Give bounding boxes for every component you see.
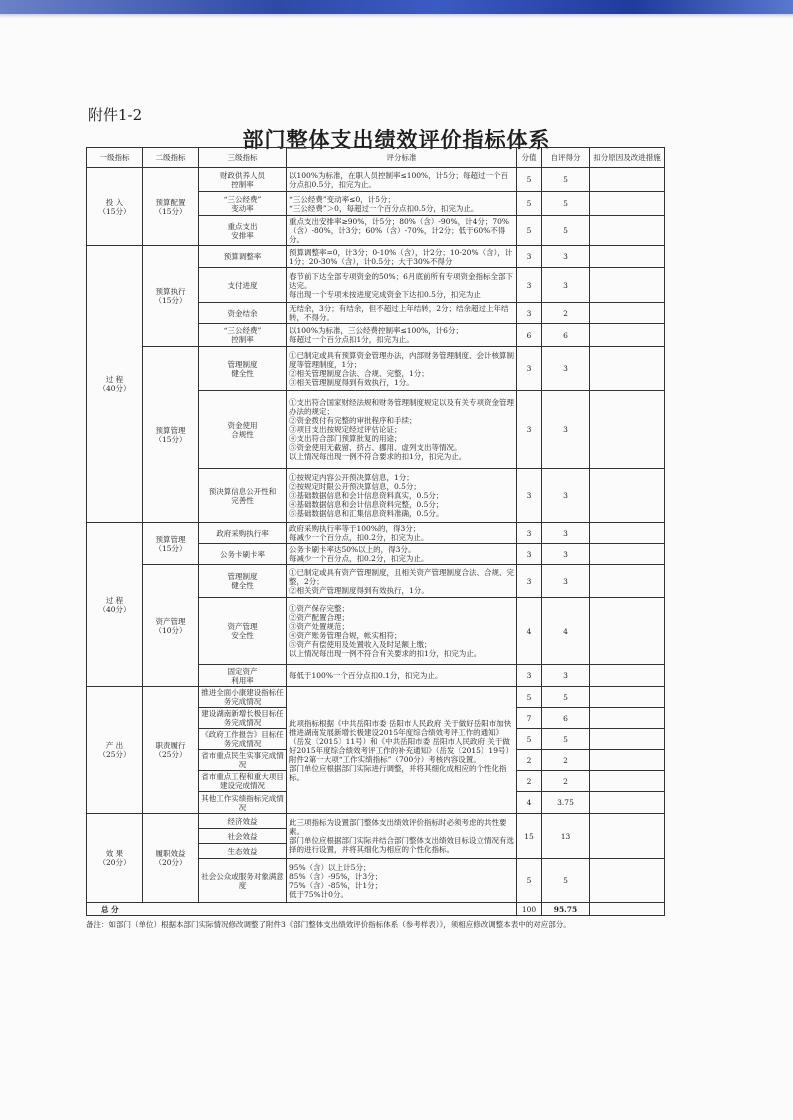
indicator-score: 3 — [517, 268, 542, 303]
subgroup-perf-effect: 履职效益 （20分） — [143, 814, 199, 903]
indicator-reason — [590, 859, 665, 903]
subgroup-budget-config: 预算配置 （15分） — [143, 168, 199, 246]
subgroup-duty: 职责履行 （25分） — [143, 687, 199, 814]
indicator-self-score: 3 — [542, 665, 590, 687]
indicator-self-score: 5 — [542, 859, 590, 903]
indicator-self-score: 4 — [542, 598, 590, 665]
indicator-reason — [590, 391, 665, 469]
indicator-score: 3 — [517, 246, 542, 268]
indicator-reason — [590, 216, 665, 246]
indicator-score: 5 — [517, 687, 542, 708]
header-self-score: 自评得分 — [542, 148, 590, 168]
effect-self-score: 13 — [542, 814, 590, 859]
indicator-reason — [590, 708, 665, 729]
indicator-name: 生态效益 — [199, 844, 287, 859]
indicator-score: 2 — [517, 750, 542, 771]
indicator-reason — [590, 665, 665, 687]
indicator-self-score: 3 — [542, 246, 590, 268]
indicator-reason — [590, 750, 665, 771]
indicator-criteria: ①按规定内容公开预决算信息，1分； ②按规定时限公开预决算信息，0.5分； ③基础数据信息和会计信息资料真实，0.5分； ④基础数据信息和会计信息资料完整，0.5分； ⑤基础数据信息和汇集信息资料准确，0.5分。 — [287, 469, 517, 523]
indicator-self-score: 2 — [542, 750, 590, 771]
indicator-self-score: 2 — [542, 771, 590, 792]
indicator-name: 社会效益 — [199, 829, 287, 844]
indicator-score: 4 — [517, 792, 542, 814]
indicator-reason — [590, 246, 665, 268]
table-row — [87, 523, 665, 544]
total-row — [87, 903, 665, 916]
total-self-score: 95.75 — [542, 903, 590, 916]
indicator-name: 经济效益 — [199, 814, 287, 829]
indicator-name: 推进全面小康建设指标任务完成情况 — [199, 687, 287, 708]
indicator-reason — [590, 792, 665, 814]
subgroup-budget-mgmt: 预算管理 （15分） — [143, 347, 199, 523]
indicator-name: 资产管理 安全性 — [199, 598, 287, 665]
document-title: 部门整体支出绩效评价指标体系 — [242, 127, 551, 152]
indicator-score: 3 — [517, 391, 542, 469]
indicator-name: 社会公众或服务对象满意度 — [199, 859, 287, 903]
header-reason: 扣分原因及改进措施 — [590, 148, 665, 168]
indicator-reason — [590, 544, 665, 565]
effect-criteria: 此三项指标为设置部门整体支出绩效评价指标时必须考虑的共性要素。 部门单位应根据部门实际并结合部门整体支出绩效目标设立情况有选择的进行设置，并将其细化为相应的个性化指标。 — [287, 814, 517, 859]
table-row — [87, 814, 665, 829]
header-level1: 一级指标 — [87, 148, 143, 168]
group-output: 产 出 （25分） — [87, 687, 143, 814]
indicator-self-score: 5 — [542, 168, 590, 192]
indicator-score: 7 — [517, 708, 542, 729]
indicator-criteria: ①已制定或具有资产管理制度，且相关资产管理制度合法、合规、完整，2分； ②相关资产管理制度得到有效执行，1分。 — [287, 565, 517, 598]
indicator-self-score: 3 — [542, 469, 590, 523]
indicator-name: 省市重点民生实事完成情况 — [199, 750, 287, 771]
indicator-reason — [590, 469, 665, 523]
subgroup-asset-mgmt: 资产管理 （10分） — [143, 565, 199, 687]
indicator-criteria: 政府采购执行率等于100%的，得3分； 每减少一个百分点，扣0.2分，扣完为止。 — [287, 523, 517, 544]
indicator-reason — [590, 303, 665, 324]
indicator-name: 《政府工作报告》目标任务完成情况 — [199, 729, 287, 750]
indicator-name: “三公经费” 控制率 — [199, 324, 287, 347]
indicator-score: 5 — [517, 216, 542, 246]
indicator-reason — [590, 523, 665, 544]
table-row — [87, 246, 665, 268]
indicator-name: “三公经费” 变动率 — [199, 192, 287, 216]
indicator-score: 3 — [517, 523, 542, 544]
total-score: 100 — [517, 903, 542, 916]
indicator-score: 3 — [517, 665, 542, 687]
indicator-score: 3 — [517, 469, 542, 523]
indicator-self-score: 3 — [542, 523, 590, 544]
indicator-criteria: “三公经费”变动率≤0，计5分； “三公经费”＞0，每超过一个百分点扣0.5分，扣完为止。 — [287, 192, 517, 216]
indicator-score: 6 — [517, 324, 542, 347]
indicator-self-score: 2 — [542, 303, 590, 324]
attachment-label: 附件1-2 — [88, 106, 143, 124]
indicator-self-score: 3 — [542, 347, 590, 391]
indicator-name: 其他工作实绩指标完成情况 — [199, 792, 287, 814]
indicator-name: 建设湖南新增长极目标任务完成情况 — [199, 708, 287, 729]
indicator-name: 支付进度 — [199, 268, 287, 303]
group-process: 过 程 （40分） — [87, 523, 143, 687]
table-row — [87, 347, 665, 391]
total-label: 总 分 — [87, 903, 517, 916]
indicator-reason — [590, 168, 665, 192]
indicator-criteria: 预算调整率=0，计3分；0-10%（含），计2分；10-20%（含），计1分；20-30%（含），计0.5分；大于30%不得分 — [287, 246, 517, 268]
table-row — [87, 168, 665, 192]
indicator-name: 政府采购执行率 — [199, 523, 287, 544]
table-row — [87, 565, 665, 598]
indicator-self-score: 5 — [542, 216, 590, 246]
indicator-name: 财政供养人员 控制率 — [199, 168, 287, 192]
indicator-reason — [590, 729, 665, 750]
indicator-criteria: 重点支出安排率≥90%，计5分；80%（含）-90%，计4分；70%（含）-80%，计3分；60%（含）-70%，计2分；低于60%不得分。 — [287, 216, 517, 246]
indicator-name: 管理制度 健全性 — [199, 347, 287, 391]
indicator-name: 固定资产 利用率 — [199, 665, 287, 687]
indicator-name: 省市重点工程和重大项目建设完成情况 — [199, 771, 287, 792]
indicator-reason — [590, 192, 665, 216]
indicator-self-score: 5 — [542, 192, 590, 216]
indicator-criteria: ①支出符合国家财经法规和财务管理制度规定以及有关专项资金管理办法的规定； ②资金拨付有完整的审批程序和手续； ③项目支出按规定经过评估论证； ④支出符合部门预算批复的用途； ⑤资金使用无截留、挤占、挪用、虚列支出等情况。 以上情况每出现一例不符合要求的扣1分，扣完为止。 — [287, 391, 517, 469]
indicator-name: 资金结余 — [199, 303, 287, 324]
footnote: 备注：如部门（单位）根据本部门实际情况修改调整了附件3《部门整体支出绩效评价指标体系（参考样表）》，须相应修改调整本表中的对应部分。 — [86, 920, 571, 929]
indicator-reason — [590, 347, 665, 391]
indicator-score: 5 — [517, 859, 542, 903]
header-level2: 二级指标 — [143, 148, 199, 168]
indicator-name: 资金使用 合规性 — [199, 391, 287, 469]
indicator-score: 3 — [517, 544, 542, 565]
total-reason — [590, 903, 665, 916]
indicator-score: 3 — [517, 303, 542, 324]
indicator-self-score: 3 — [542, 565, 590, 598]
group-effect: 效 果 （20分） — [87, 814, 143, 903]
indicator-criteria: ①已制定或具有预算资金管理办法，内部财务管理制度、会计核算制度等管理制度，1分； ②相关管理制度合法、合规、完整，1分； ③相关管理制度得到有效执行，1分。 — [287, 347, 517, 391]
header-criteria: 评分标准 — [287, 148, 517, 168]
indicator-table — [86, 147, 665, 916]
indicator-name: 管理制度 健全性 — [199, 565, 287, 598]
indicator-score: 4 — [517, 598, 542, 665]
group-input: 投 入 （15分） — [87, 168, 143, 246]
indicator-score: 3 — [517, 565, 542, 598]
indicator-criteria: 春节前下达全部专项资金的50%；6月底前所有专项资金指标全部下达完。 每出现一个专项未按进度完成资金下达扣0.5分，扣完为止 — [287, 268, 517, 303]
scanner-shade — [0, 14, 793, 18]
indicator-self-score: 3 — [542, 391, 590, 469]
indicator-self-score: 5 — [542, 687, 590, 708]
indicator-name: 预决算信息公开性和 完善性 — [199, 469, 287, 523]
indicator-criteria: 无结余，3分；有结余，但不超过上年结转，2分；结余超过上年结转，不得分。 — [287, 303, 517, 324]
indicator-name: 公务卡刷卡率 — [199, 544, 287, 565]
group-process: 过 程 （40分） — [87, 246, 143, 523]
indicator-reason — [590, 771, 665, 792]
indicator-reason — [590, 814, 665, 859]
indicator-name: 重点支出 安排率 — [199, 216, 287, 246]
header-level3: 三级指标 — [199, 148, 287, 168]
scanner-top-band — [0, 0, 793, 14]
indicator-score: 5 — [517, 729, 542, 750]
indicator-self-score: 3 — [542, 544, 590, 565]
indicator-criteria: 以100%为标准，三公经费控制率≤100%，计6分； 每超过一个百分点扣1分，扣完为止。 — [287, 324, 517, 347]
indicator-score: 2 — [517, 771, 542, 792]
indicator-criteria: 95%（含）以上计5分； 85%（含）-95%，计3分； 75%（含）-85%，计1分； 低于75%计0分。 — [287, 859, 517, 903]
indicator-score: 5 — [517, 168, 542, 192]
header-row — [87, 148, 665, 168]
indicator-name: 预算调整率 — [199, 246, 287, 268]
indicator-self-score: 5 — [542, 729, 590, 750]
indicator-criteria: ①资产保存完整； ②资产配置合理； ③资产处置规范； ④资产账务管理合规，帐实相符； ⑤资产有偿使用及处置收入及时足额上缴； 以上情况每出现一例不符合有关要求的扣1分，扣完为止。 — [287, 598, 517, 665]
indicator-reason — [590, 324, 665, 347]
indicator-score: 3 — [517, 347, 542, 391]
indicator-self-score: 6 — [542, 324, 590, 347]
indicator-criteria: 以100%为标准，在职人员控制率≤100%，计5分；每超过一个百分点扣0.5分，扣完为止。 — [287, 168, 517, 192]
indicator-reason — [590, 268, 665, 303]
table-row — [87, 687, 665, 708]
indicator-reason — [590, 687, 665, 708]
indicator-self-score: 3 — [542, 268, 590, 303]
indicator-criteria: 每低于100%一个百分点扣0.1分，扣完为止。 — [287, 665, 517, 687]
effect-score: 15 — [517, 814, 542, 859]
subgroup-budget-exec: 预算执行 （15分） — [143, 246, 199, 347]
header-score: 分值 — [517, 148, 542, 168]
subgroup-budget-mgmt: 预算管理 （15分） — [143, 523, 199, 565]
indicator-self-score: 6 — [542, 708, 590, 729]
output-criteria: 此项指标根据《中共岳阳市委 岳阳市人民政府 关于做好岳阳市加快推进湖南发展新增长极建设2015年度综合绩效考评工作的通知》（岳发〔2015〕11号）和《中共岳阳市委 岳阳市人民政府 关于做好2015年度综合绩效考评工作的补充通知》（岳发〔2015〕19号）附件2第一大项“工作实绩指标”（700分）考核内容设置。 部门单位应根据部门实际进行调整，并将其细化成相应的个性化指标。 — [287, 687, 517, 814]
indicator-reason — [590, 565, 665, 598]
indicator-self-score: 3.75 — [542, 792, 590, 814]
indicator-reason — [590, 598, 665, 665]
indicator-score: 5 — [517, 192, 542, 216]
indicator-criteria: 公务卡刷卡率达50%以上的，得3分。 每减少一个百分点，扣0.2分，扣完为止。 — [287, 544, 517, 565]
